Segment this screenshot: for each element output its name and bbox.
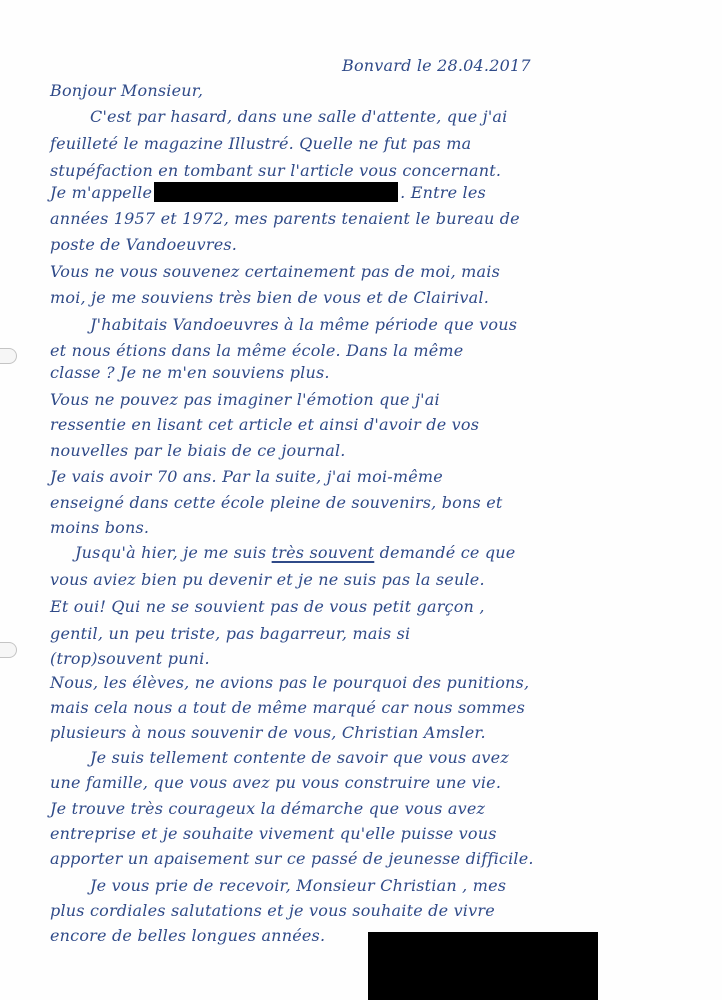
letter-line: Je vous prie de recevoir, Monsieur Christian , mes [90,876,507,895]
letter-date: Bonvard le 28.04.2017 [342,56,531,75]
letter-line: plus cordiales salutations et je vous souhaite de vivre [50,901,495,920]
letter-line: feuilleté le magazine Illustré. Quelle ne fut pas ma [50,134,472,153]
letter-line: gentil, un peu triste, pas bagarreur, mais si [50,624,411,643]
letter-line: Vous ne pouvez pas imaginer l'émotion que j'ai [50,390,440,409]
letter-text: demandé ce que [379,543,516,562]
letter-line: Je trouve très courageux la démarche que vous avez [50,799,486,818]
letter-line: poste de Vandoeuvres. [50,235,238,254]
punch-hole-mark [0,642,17,658]
letter-line: années 1957 et 1972, mes parents tenaient le bureau de [50,209,520,228]
letter-line-with-redaction [50,182,486,204]
letter-line: C'est par hasard, dans une salle d'attente, que j'ai [90,107,508,126]
letter-text: . Entre les [400,183,486,202]
underlined-text: très souvent [271,543,375,562]
letter-line: vous aviez bien pu devenir et je ne suis pas la seule. [50,570,485,589]
letter-greeting: Bonjour Monsieur, [50,81,204,100]
name-redaction [154,182,398,202]
letter-line: (trop)souvent puni. [50,649,210,668]
letter-line: mais cela nous a tout de même marqué car nous sommes [50,698,526,717]
letter-line: stupéfaction en tombant sur l'article vous concernant. [50,161,502,180]
letter-text: Jusqu'à hier, je me suis [75,543,267,562]
letter-line: enseigné dans cette école pleine de souvenirs, bons et [50,493,503,512]
letter-line: apporter un apaisement sur ce passé de jeunesse difficile. [50,849,534,868]
letter-line: moins bons. [50,518,150,537]
letter-line: une famille, que vous avez pu vous construire une vie. [50,773,502,792]
letter-line: Et oui! Qui ne se souvient pas de vous petit garçon , [50,597,485,616]
letter-line: Vous ne vous souvenez certainement pas de moi, mais [50,262,501,281]
letter-line: plusieurs à nous souvenir de vous, Christian Amsler. [50,723,486,742]
letter-line: entreprise et je souhaite vivement qu'elle puisse vous [50,824,497,843]
letter-line: Nous, les élèves, ne avions pas le pourquoi des punitions, [50,673,530,692]
letter-line: ressentie en lisant cet article et ainsi d'avoir de vos [50,415,480,434]
letter-line: Je vais avoir 70 ans. Par la suite, j'ai moi-même [50,467,443,486]
letter-line: et nous étions dans la même école. Dans la même [50,341,464,360]
letter-line: nouvelles par le biais de ce journal. [50,441,346,460]
letter-line: moi, je me souviens très bien de vous et de Clairival. [50,288,489,307]
letter-text: Je m'appelle [50,183,153,202]
punch-hole-mark [0,348,17,364]
letter-line: encore de belles longues années. [50,926,326,945]
letter-line: classe ? Je ne m'en souviens plus. [50,363,330,382]
letter-line-with-underline [75,542,515,564]
signature-redaction [368,932,598,1000]
letter-line: J'habitais Vandoeuvres à la même période que vous [90,315,518,334]
letter-line: Je suis tellement contente de savoir que vous avez [90,748,509,767]
